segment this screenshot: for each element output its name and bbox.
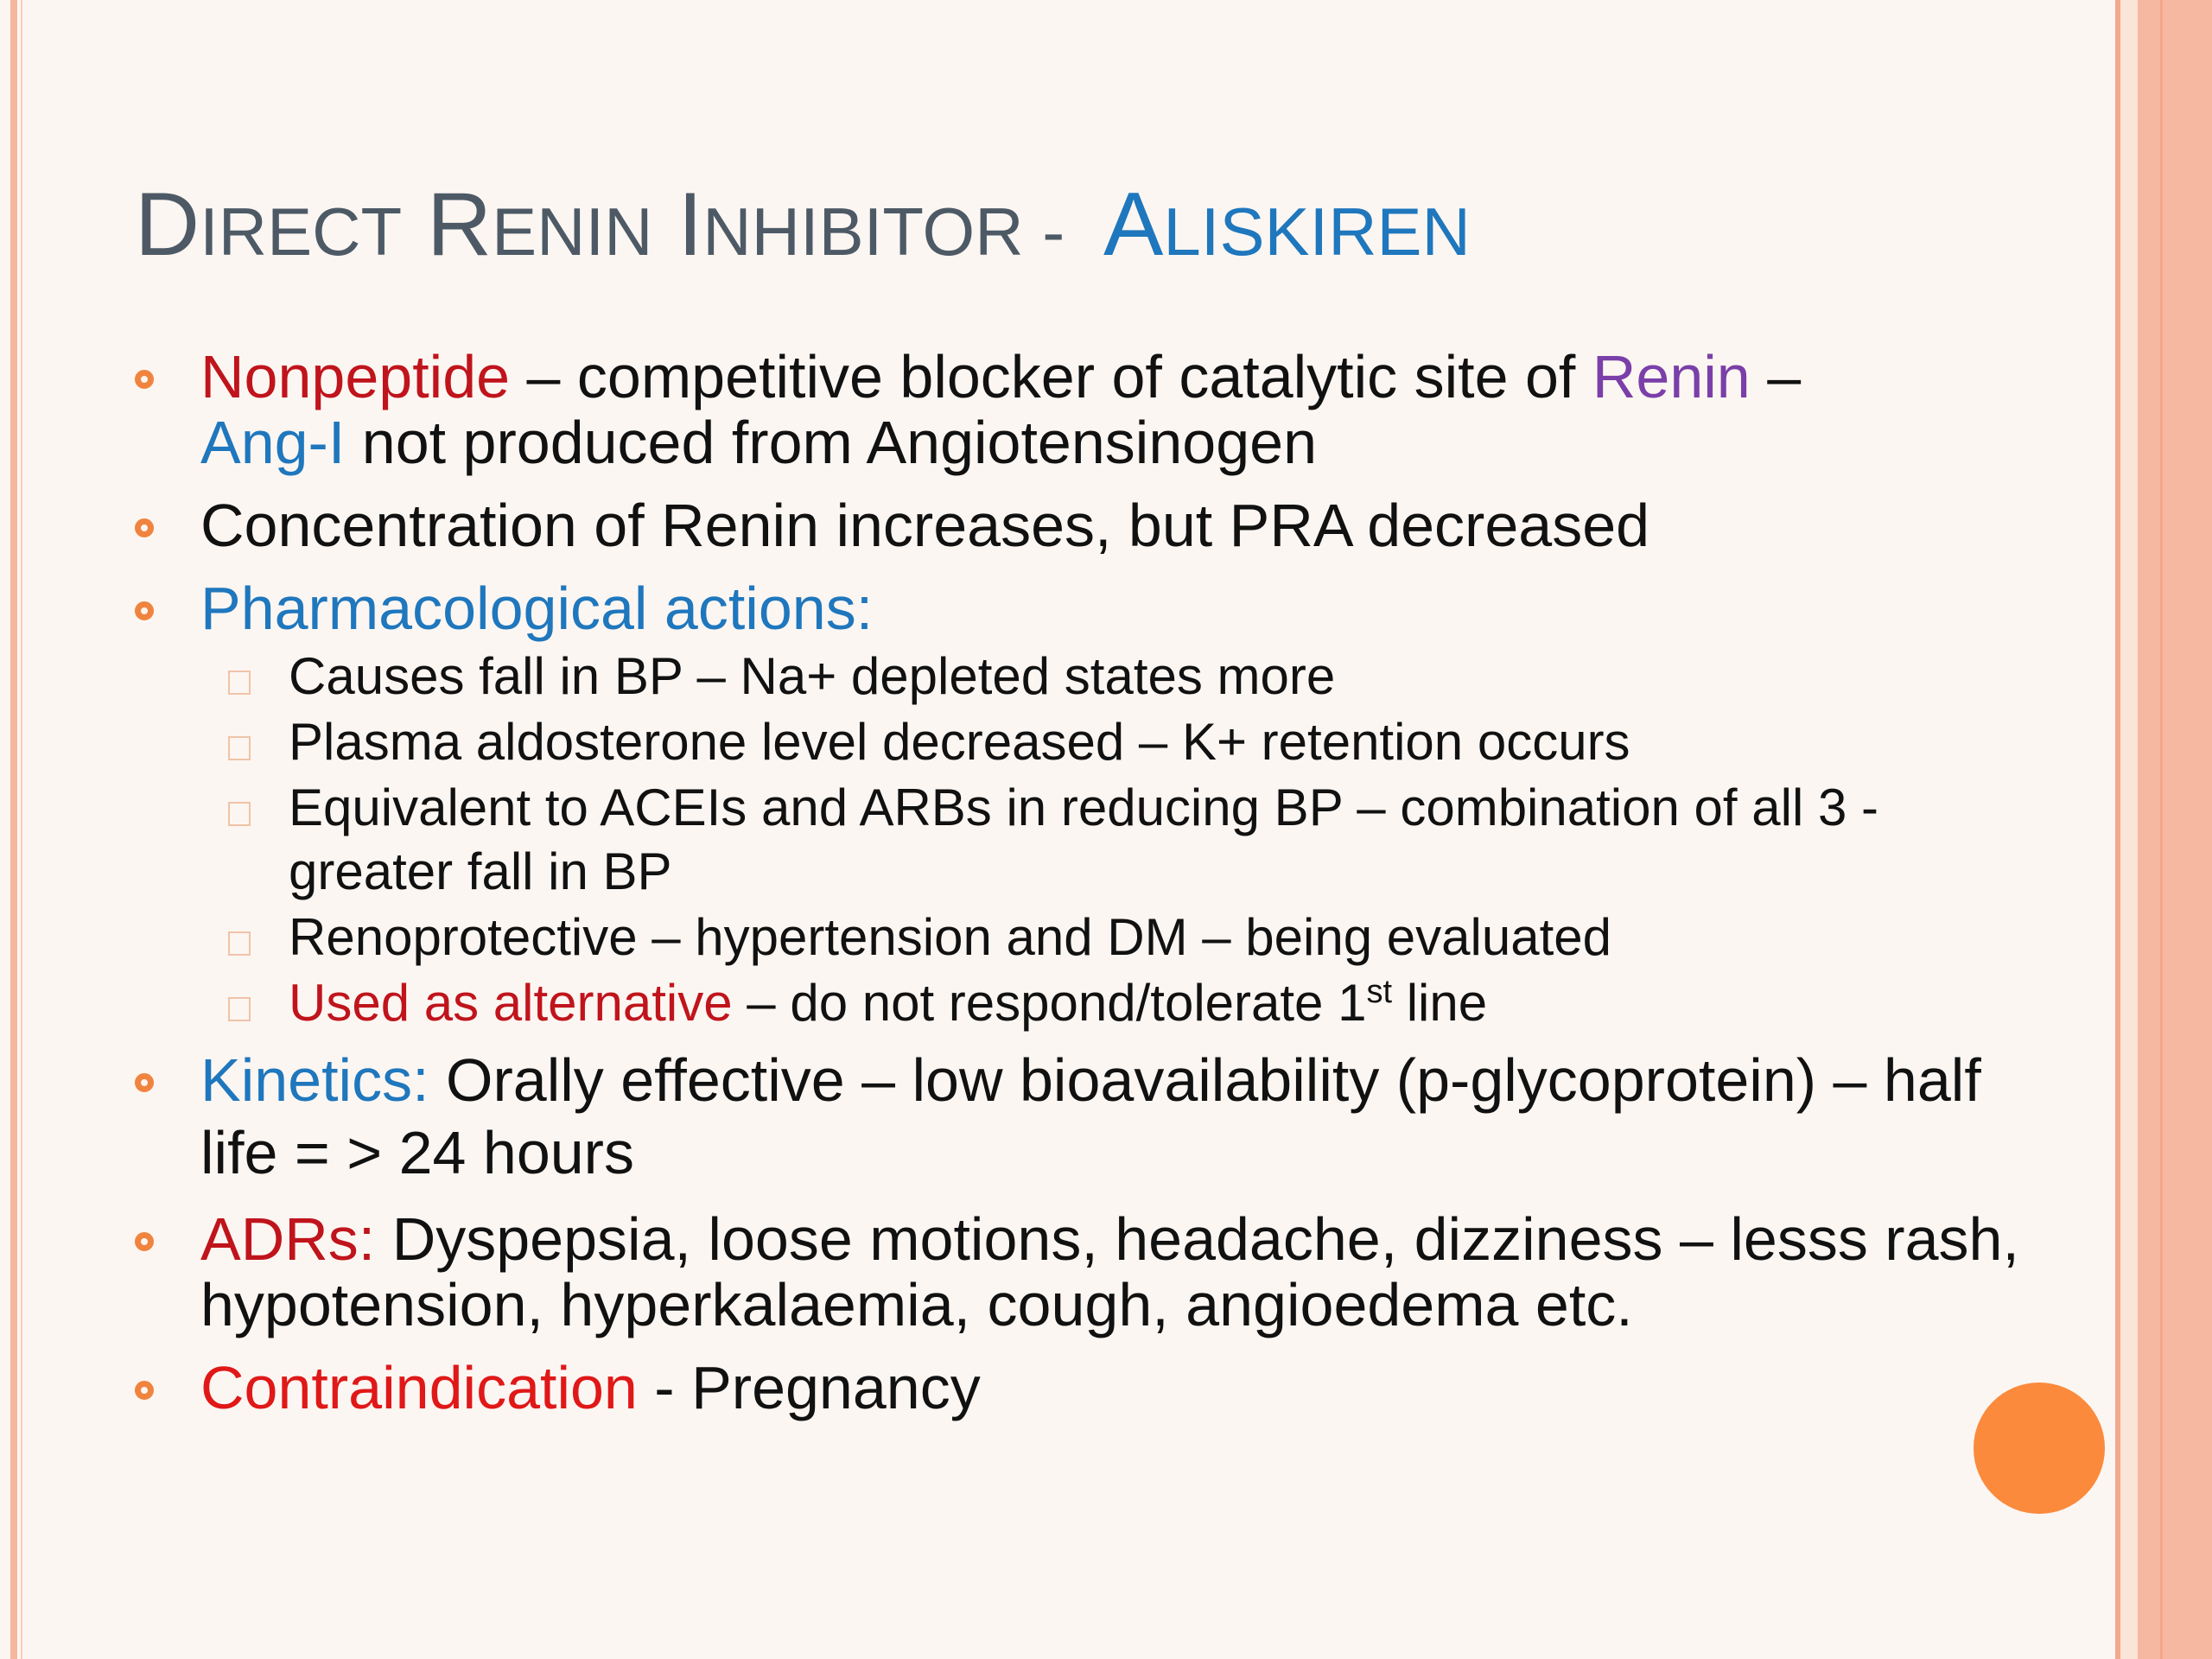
sub-bullet-text: Causes fall in BP – Na+ depleted states more bbox=[289, 647, 1336, 705]
bullet-text: Orally effective – low bioavailability (p-glycoprotein) – half life = > 24 hours bbox=[200, 1046, 1981, 1186]
bullet-adrs bbox=[135, 1206, 2088, 1338]
title-separator: - bbox=[1023, 194, 1084, 270]
term-renin: Renin bbox=[1592, 343, 1751, 410]
sub-bullet-fall-in-bp bbox=[135, 645, 2088, 709]
right-border-band bbox=[2138, 0, 2212, 1659]
bullet-circle-icon bbox=[135, 601, 154, 620]
bullet-text: Dyspepsia, loose motions, headache, dizziness – lesss rash, hypotension, hyperkalaemia, cough, angioedema etc. bbox=[200, 1205, 2019, 1338]
sub-bullet-text: Renoprotective – hypertension and DM – being evaluated bbox=[289, 908, 1611, 966]
sub-bullet-text: Plasma aldosterone level decreased – K+ retention occurs bbox=[289, 713, 1630, 771]
bullet-text: - Pregnancy bbox=[637, 1354, 981, 1421]
title-word-aliskiren: LISKIREN bbox=[1163, 194, 1471, 270]
title-initial-d: D bbox=[135, 175, 200, 275]
bullet-text: not produced from Angiotensinogen bbox=[345, 409, 1317, 476]
square-bullet-icon bbox=[228, 931, 251, 956]
title-initial-a: A bbox=[1103, 175, 1164, 275]
bullet-text: – bbox=[1750, 343, 1802, 410]
square-bullet-icon bbox=[228, 736, 251, 760]
bullet-circle-icon bbox=[135, 1073, 154, 1092]
title-initial-r: R bbox=[427, 175, 493, 275]
square-bullet-icon bbox=[228, 671, 251, 695]
title-word-renin: ENIN bbox=[492, 194, 653, 270]
right-border-gap bbox=[2120, 0, 2138, 1659]
bullet-nonpeptide bbox=[135, 344, 2088, 475]
bullet-kinetics bbox=[135, 1044, 2088, 1189]
right-border-band-line bbox=[2160, 0, 2163, 1659]
sub-bullet-text: – do not respond/tolerate 1 bbox=[732, 974, 1367, 1032]
bullet-circle-icon bbox=[135, 1381, 154, 1400]
term-used-as-alternative: Used as alternative bbox=[289, 974, 733, 1032]
left-border-line bbox=[21, 0, 22, 1659]
bullet-text: Concentration of Renin increases, but PRA decreased bbox=[200, 492, 1650, 559]
sub-bullet-equivalent bbox=[135, 776, 2088, 904]
square-bullet-icon bbox=[228, 802, 251, 826]
sub-bullet-text: Equivalent to ACEIs and ARBs in reducing BP – combination of all 3 - greater fall in BP bbox=[289, 779, 1878, 900]
term-nonpeptide: Nonpeptide bbox=[200, 343, 511, 410]
sub-bullet-text: line bbox=[1392, 974, 1488, 1032]
bullet-concentration bbox=[135, 493, 2088, 558]
term-ang-i: Ang-I bbox=[200, 409, 346, 476]
bullet-contraindication bbox=[135, 1355, 2088, 1421]
pharmacological-sublist bbox=[135, 645, 2088, 1035]
title-initial-i: I bbox=[677, 175, 703, 275]
square-bullet-icon bbox=[228, 997, 251, 1021]
bullet-circle-icon bbox=[135, 518, 154, 537]
sub-bullet-alternative bbox=[135, 971, 2088, 1035]
title-word-inhibitor: NHIBITOR bbox=[702, 194, 1024, 270]
term-pharmacological-actions: Pharmacological actions: bbox=[200, 575, 874, 642]
bullet-circle-icon bbox=[135, 1232, 154, 1251]
bullet-pharmacological-actions bbox=[135, 575, 2088, 641]
bullet-list bbox=[135, 344, 2088, 1438]
superscript-st: st bbox=[1366, 974, 1393, 1010]
bullet-circle-icon bbox=[135, 370, 154, 389]
sub-bullet-aldosterone bbox=[135, 710, 2088, 774]
left-border-decoration bbox=[10, 0, 17, 1659]
term-contraindication: Contraindication bbox=[200, 1354, 638, 1421]
bullet-text: – competitive blocker of catalytic site of bbox=[510, 343, 1592, 410]
title-word-direct: IRECT bbox=[200, 194, 403, 270]
term-kinetics: Kinetics: bbox=[200, 1046, 429, 1114]
slide-title bbox=[135, 175, 1471, 275]
term-adrs: ADRs: bbox=[200, 1205, 376, 1273]
sub-bullet-renoprotective bbox=[135, 906, 2088, 969]
